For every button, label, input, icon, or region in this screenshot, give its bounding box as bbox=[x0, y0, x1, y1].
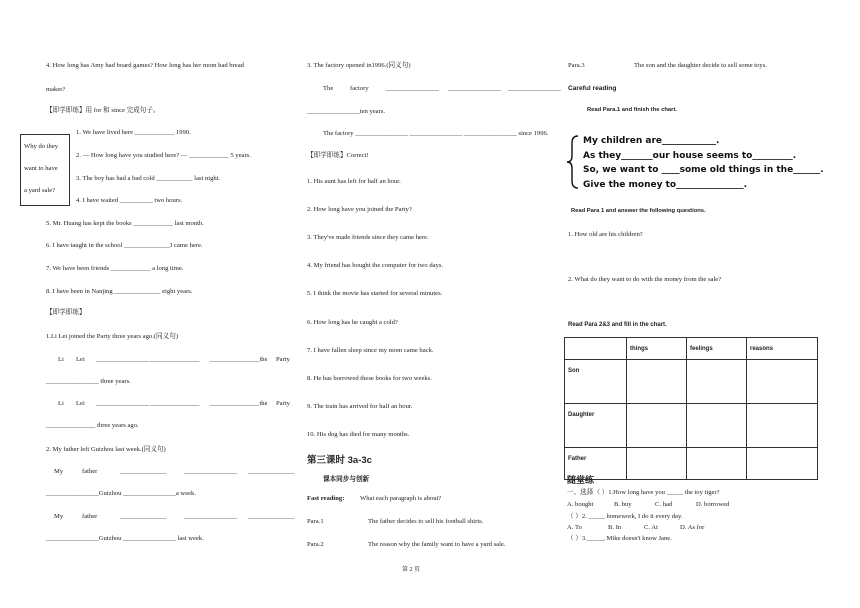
correct-item: 4. My friend has bought the computer for two days. bbox=[307, 262, 444, 269]
chart-cell[interactable] bbox=[747, 404, 818, 448]
answer-question-2: 2. What do they want to do with the money from the sale? bbox=[568, 276, 722, 283]
option: C. had bbox=[655, 501, 673, 508]
chart-corner-cell bbox=[565, 338, 627, 360]
row-label: Daughter bbox=[565, 404, 627, 448]
blank-line: ________________ bbox=[184, 468, 237, 475]
page-number: 第 2 页 bbox=[402, 567, 421, 573]
sentence-8: 8. I have been in Nanjing ______________ eight years. bbox=[46, 288, 193, 295]
chart-line-2: As they_______our house seems to_________. bbox=[583, 151, 797, 161]
box-line-2: want to have bbox=[24, 165, 58, 172]
careful-reading-label: Careful reading bbox=[568, 85, 617, 92]
correct-item: 9. The train has arrived for half an hour. bbox=[307, 403, 413, 410]
blank-line: ______________ bbox=[120, 468, 167, 475]
blank-line: _______________ bbox=[150, 400, 200, 407]
chart-header-cell: feelings bbox=[687, 338, 747, 360]
chart-cell[interactable] bbox=[687, 448, 747, 480]
exercise-2: （ ）2. _____ homework, I do it every day. bbox=[567, 513, 683, 520]
correct-item: 3. They've made friends since they came here. bbox=[307, 234, 429, 241]
blank-line: ______________ bbox=[248, 468, 295, 475]
paraphrase-1: 1.Li Lei joined the Party three years ago.(同义句) bbox=[46, 333, 179, 340]
chart-cell[interactable] bbox=[687, 360, 747, 404]
blank-line: ________________ bbox=[184, 513, 237, 520]
blank-word: Lei bbox=[76, 400, 85, 407]
blank-word: father bbox=[82, 513, 98, 520]
factory-sentence: The factory ________________ ________________ ________________ since 1996. bbox=[323, 130, 549, 137]
option: C. At bbox=[644, 524, 658, 531]
blank-line: ________________ bbox=[96, 356, 149, 363]
chart-line-4: Give the money to_______________. bbox=[583, 180, 747, 190]
row-label: Son bbox=[565, 360, 627, 404]
option: B. buy bbox=[614, 501, 632, 508]
exercise-3: （ ）3._____, Mike doesn't know Jane. bbox=[567, 535, 672, 542]
para-1-text: The father decides to sell his football shirts. bbox=[368, 518, 484, 525]
fast-reading-label: Fast reading: bbox=[307, 495, 345, 502]
chart-header-row bbox=[565, 338, 818, 360]
blank-word: father bbox=[82, 468, 98, 475]
practice-title: 随堂练 bbox=[567, 475, 595, 485]
para-3-text: The son and the daughter decide to sell some toys. bbox=[634, 62, 767, 69]
fill-chart bbox=[564, 337, 818, 480]
correct-item: 7. I have fallen sleep since my mom came back. bbox=[307, 347, 434, 354]
blank-line: _______________ three years ago. bbox=[46, 422, 139, 429]
para-2-text: The reason why the family want to have a yard sale. bbox=[368, 541, 506, 548]
chart-cell[interactable] bbox=[687, 404, 747, 448]
chart-header-cell: reasons bbox=[747, 338, 818, 360]
blank-word: My bbox=[54, 513, 64, 520]
chart-header-cell: things bbox=[627, 338, 687, 360]
table-row bbox=[565, 360, 818, 404]
drill-header: 【即学即练】用 for 和 since 完成句子。 bbox=[46, 107, 160, 114]
correct-item: 2. How long have you joined the Party? bbox=[307, 206, 412, 213]
option: B. In bbox=[608, 524, 622, 531]
correct-item: 6. How long has he caught a cold? bbox=[307, 319, 398, 326]
chart-cell[interactable] bbox=[747, 448, 818, 480]
correct-header: 【即学即练】Correct! bbox=[307, 152, 369, 159]
option: A. bought bbox=[567, 501, 594, 508]
sentence-7: 7. We have been friends ____________ a long time. bbox=[46, 265, 184, 272]
lesson-title: 第三课时 3a-3c bbox=[307, 455, 372, 466]
chart-cell[interactable] bbox=[747, 360, 818, 404]
answer-question-1: 1. How old are his children? bbox=[568, 231, 643, 238]
option: D. borrowed bbox=[696, 501, 730, 508]
blank-line: ________________Guizhou ________________ last week. bbox=[46, 535, 204, 542]
blank-word: factory bbox=[350, 85, 369, 92]
drill-header-2: 【即学即练】 bbox=[46, 309, 86, 316]
blank-line: ______________ bbox=[120, 513, 167, 520]
table-row bbox=[565, 404, 818, 448]
blank-line: ________________ bbox=[508, 85, 561, 92]
fast-reading-question: What each paragraph is about? bbox=[360, 495, 442, 502]
exercise-1: 一、选择（ ）1.How long have you _____ the toy tiger? bbox=[567, 489, 720, 496]
blank-word: Party bbox=[276, 400, 290, 407]
instruction-para1-chart: Read Para.1 and finish the chart. bbox=[587, 107, 677, 113]
instruction-para1-questions: Read Para 1 and answer the following questions. bbox=[571, 208, 706, 214]
sentence-6: 6. I have taught in the school ______________I came here. bbox=[46, 242, 203, 249]
option: A. To bbox=[567, 524, 582, 531]
para-1-label: Para.1 bbox=[307, 518, 324, 525]
lesson-subtitle: 课本同步与创新 bbox=[323, 476, 370, 483]
blank-word: Li bbox=[58, 356, 64, 363]
blank-line: _______________the bbox=[210, 356, 268, 363]
correct-item: 10. His dog has died for many months. bbox=[307, 431, 410, 438]
question-3: 3. The factory opened in1996.(同义句) bbox=[307, 62, 411, 69]
sentence-5: 5. Mr. Huang has kept the books ____________ last month. bbox=[46, 220, 204, 227]
blank-word: Lei bbox=[76, 356, 85, 363]
paraphrase-2: 2. My father left Guizhou last week.(同义句) bbox=[46, 446, 166, 453]
correct-item: 8. He has borrowed these books for two weeks. bbox=[307, 375, 432, 382]
sentence-2: 2. — How long have you studied here? — ____________ 5 years. bbox=[76, 152, 251, 159]
chart-line-1: My children are____________. bbox=[583, 136, 720, 146]
instruction-para23-chart: Read Para 2&3 and fill in the chart. bbox=[568, 322, 667, 328]
correct-item: 1. His aunt has left for half an hour. bbox=[307, 178, 401, 185]
question-4-line2: maker? bbox=[46, 86, 66, 93]
question-4-line1: 4. How long has Amy had board games? How long has her mom had bread bbox=[46, 62, 244, 69]
sentence-4: 4. I have waited __________ two hours. bbox=[76, 197, 183, 204]
blank-line: _______________ bbox=[150, 356, 200, 363]
option: D. As for bbox=[680, 524, 705, 531]
sentence-1: 1. We have lived here ____________ 1990. bbox=[76, 129, 191, 136]
blank-line: _______________the bbox=[210, 400, 268, 407]
chart-cell[interactable] bbox=[627, 360, 687, 404]
para-3-label: Para.3 bbox=[568, 62, 585, 69]
box-line-1: Why do they bbox=[24, 143, 59, 150]
correct-item: 5. I think the movie has started for several minutes. bbox=[307, 290, 443, 297]
blank-line: ________________ bbox=[96, 400, 149, 407]
blank-line: ________________ten years. bbox=[307, 108, 386, 115]
table-row bbox=[565, 448, 818, 480]
blank-line: ________________Guizhou ________________a week. bbox=[46, 490, 196, 497]
chart-cell[interactable] bbox=[627, 448, 687, 480]
blank-line: ________________ bbox=[448, 85, 501, 92]
chart-line-3: So, we want to ____some old things in the______. bbox=[583, 165, 824, 175]
box-line-3: a yard sale? bbox=[24, 187, 56, 194]
blank-line: ________________ three years. bbox=[46, 378, 131, 385]
para-2-label: Para.2 bbox=[307, 541, 324, 548]
sentence-3: 3. The boy has had a bad cold ___________ last night. bbox=[76, 175, 221, 182]
blank-word: My bbox=[54, 468, 64, 475]
chart-cell[interactable] bbox=[627, 404, 687, 448]
brace-icon bbox=[566, 134, 580, 190]
blank-line: ________________ bbox=[386, 85, 439, 92]
blank-word: Li bbox=[58, 400, 64, 407]
row-label: Father bbox=[565, 448, 627, 480]
blank-word: Party bbox=[276, 356, 290, 363]
blank-word: The bbox=[323, 85, 334, 92]
blank-line: ______________ bbox=[248, 513, 295, 520]
